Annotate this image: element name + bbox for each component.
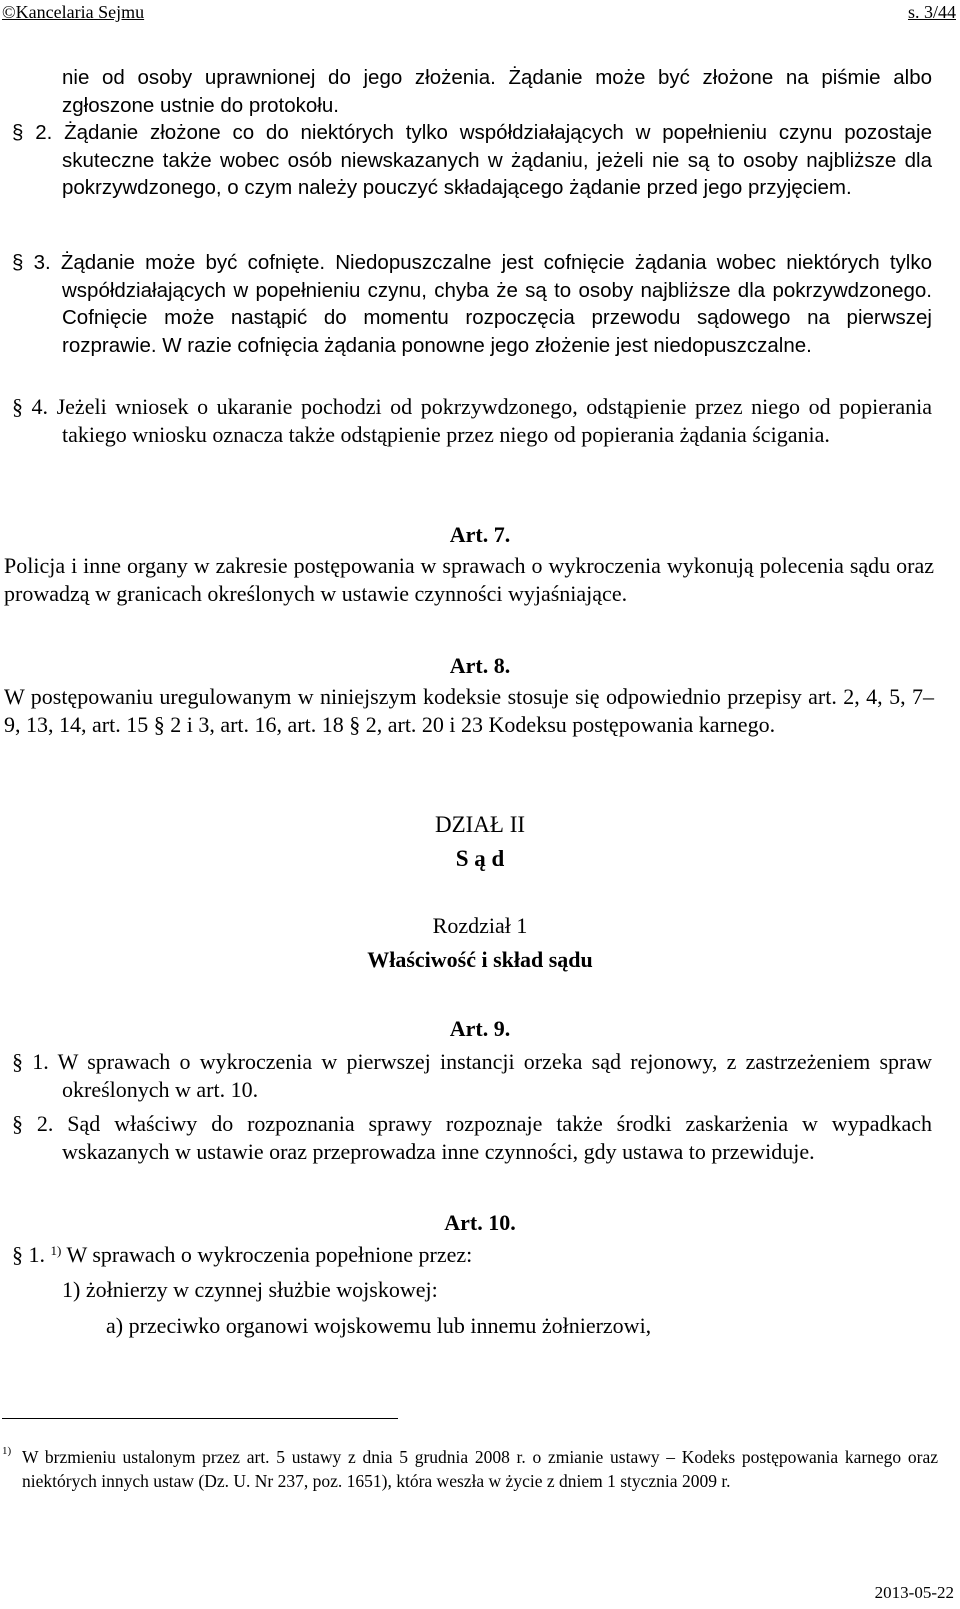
document-date: 2013-05-22 bbox=[874, 1583, 954, 1602]
footnote-marker: 1) bbox=[2, 1445, 12, 1457]
art-9-title: Art. 9. bbox=[449, 1016, 511, 1041]
dzial-heading: DZIAŁ II bbox=[434, 812, 526, 837]
rozdzial-title: Właściwość i skład sądu bbox=[367, 947, 593, 972]
paragraph-section-4: § 4. Jeżeli wniosek o ukaranie pochodzi od pokrzywdzonego, odstąpienie przez niego od popierania takiego wniosku oznacza także odstąpienie przez niego od popierania żądania ścigania. bbox=[12, 394, 932, 447]
footnote-divider bbox=[2, 1418, 398, 1419]
footnote-reference: 1) bbox=[50, 1243, 62, 1258]
art-10-title: Art. 10. bbox=[444, 1210, 516, 1235]
art-7-title: Art. 7. bbox=[449, 522, 511, 547]
footnote bbox=[2, 1445, 938, 1493]
page-header bbox=[0, 0, 960, 32]
art-10-point-1: 1) żołnierzy w czynnej służbie wojskowej: bbox=[62, 1277, 438, 1302]
paragraph-continuation: nie od osoby uprawnionej do jego złożenia. Żądanie może być złożone na piśmie albo zgłoszone ustnie do protokołu. bbox=[62, 66, 932, 117]
art-10-section-label: § 1. bbox=[12, 1242, 45, 1267]
art-8-text: W postępowaniu uregulowanym w niniejszym kodeksie stosuje się odpowiednio przepisy art. 2, 4, 5, 7–9, 13, 14, art. 15 § 2 i 3, art. 16, art. 18 § 2, art. 20 i 23 Kodeksu postępowania karnego. bbox=[4, 684, 934, 737]
art-10-section-1 bbox=[12, 1241, 932, 1269]
art-10-point-1a: a) przeciwko organowi wojskowemu lub innemu żołnierzowi, bbox=[106, 1313, 652, 1338]
art-9-section-1: § 1. W sprawach o wykroczenia w pierwszej instancji orzeka sąd rejonowy, z zastrzeżeniem spraw określonych w art. 10. bbox=[12, 1049, 932, 1102]
header-source: ©Kancelaria Sejmu bbox=[2, 2, 145, 22]
rozdzial-heading: Rozdział 1 bbox=[432, 913, 528, 938]
art-10-section-1-text: W sprawach o wykroczenia popełnione przez: bbox=[66, 1242, 473, 1267]
page-number: s. 3/44 bbox=[907, 2, 956, 22]
paragraph-section-3: § 3. Żądanie może być cofnięte. Niedopuszczalne jest cofnięcie żądania wobec niektórych tylko współdziałających w popełnieniu czynu, chyba że są to osoby najbliższe dla pokrzywdzonego. Cofnięcie może nastąpić do momentu rozpoczęcia przewodu sądowego na pierwszej rozprawie. W razie cofnięcia żądania ponowne jego złożenie jest niedopuszczalne. bbox=[12, 251, 932, 357]
art-7-text: Policja i inne organy w zakresie postępowania w sprawach o wykroczenia wykonują polecenia sądu oraz prowadzą w granicach określonych w ustawie czynności wyjaśniające. bbox=[4, 553, 934, 606]
art-8-title: Art. 8. bbox=[449, 653, 511, 678]
dzial-title: S ą d bbox=[455, 846, 505, 871]
paragraph-section-2: § 2. Żądanie złożone co do niektórych tylko współdziałających w popełnieniu czynu pozostaje skuteczne także wobec osób niewskazanych w żądaniu, jeżeli nie są to osoby najbliższe dla pokrzywdzonego, o czym należy pouczyć składającego żądanie przed jego przyjęciem. bbox=[12, 121, 932, 199]
art-9-section-2: § 2. Sąd właściwy do rozpoznania sprawy rozpoznaje także środki zaskarżenia w wypadkach wskazanych w ustawie oraz przeprowadza inne czynności, gdy ustawa to przewiduje. bbox=[12, 1111, 932, 1164]
footnote-text: W brzmieniu ustalonym przez art. 5 ustawy z dnia 5 grudnia 2008 r. o zmianie ustawy – Kodeks postępowania karnego oraz niektórych innych ustaw (Dz. U. Nr 237, poz. 1651), która weszła w życie z dniem 1 stycznia 2009 r. bbox=[22, 1447, 938, 1491]
